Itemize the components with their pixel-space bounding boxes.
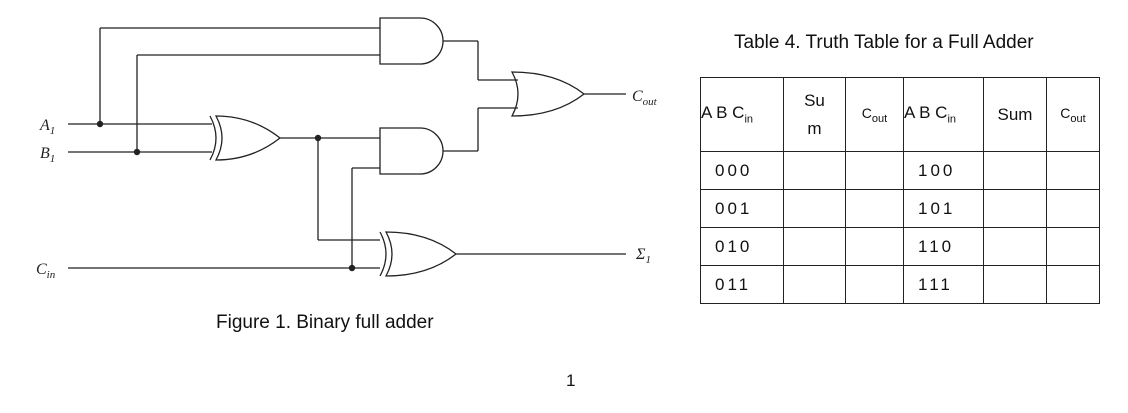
cell-input-right: 100 — [904, 152, 984, 190]
and-gate-top — [380, 18, 443, 64]
header-abc-right: A B $C_{in}$ — [904, 78, 984, 152]
cell-empty — [1047, 190, 1100, 228]
cell-empty — [846, 152, 904, 190]
label-b1: $B_1$ — [40, 145, 56, 165]
cell-empty — [984, 190, 1047, 228]
cell-empty — [846, 190, 904, 228]
or-gate — [512, 72, 584, 116]
cell-input-left: 001 — [701, 190, 784, 228]
label-cout: $C_{out}$ — [632, 88, 657, 108]
label-sum: $\Sigma_1$ — [636, 246, 652, 266]
cell-empty — [846, 228, 904, 266]
table-row — [701, 228, 1100, 266]
cell-empty — [1047, 152, 1100, 190]
header-sum-left: Su m — [784, 78, 846, 152]
table-header-row — [701, 78, 1100, 152]
xor-gate-1 — [210, 116, 216, 160]
cell-empty — [1047, 266, 1100, 304]
cell-input-left: 011 — [701, 266, 784, 304]
page-number: 1 — [566, 371, 576, 390]
table-row — [701, 152, 1100, 190]
junction-dot — [349, 265, 355, 271]
header-cout-left: $C_{out}$ — [846, 78, 904, 152]
label-cin: $C_{in}$ — [36, 261, 56, 281]
cell-input-left: 000 — [701, 152, 784, 190]
cell-empty — [1047, 228, 1100, 266]
cell-empty — [984, 266, 1047, 304]
cell-empty — [784, 266, 846, 304]
cell-input-right: 111 — [904, 266, 984, 304]
figure-caption: Figure 1. Binary full adder — [216, 312, 434, 333]
header-abc-left: A B $C_{in}$ — [701, 78, 784, 152]
cell-input-left: 010 — [701, 228, 784, 266]
cell-input-right: 101 — [904, 190, 984, 228]
cell-empty — [784, 228, 846, 266]
table-caption: Table 4. Truth Table for a Full Adder — [734, 32, 1034, 53]
header-sum-right: Sum — [984, 78, 1047, 152]
and-gate-bottom — [380, 128, 443, 174]
truth-table — [700, 77, 1100, 304]
cell-input-right: 110 — [904, 228, 984, 266]
table-row — [701, 190, 1100, 228]
header-cout-right: $C_{out}$ — [1047, 78, 1100, 152]
xor-gate-2 — [380, 232, 386, 276]
cell-empty — [846, 266, 904, 304]
junction-dot — [97, 121, 103, 127]
cell-empty — [984, 152, 1047, 190]
cell-empty — [984, 228, 1047, 266]
full-adder-circuit-diagram — [0, 0, 700, 310]
table-row — [701, 266, 1100, 304]
junction-dot — [134, 149, 140, 155]
cell-empty — [784, 190, 846, 228]
label-a1: $A_1$ — [40, 117, 56, 137]
junction-dot — [315, 135, 321, 141]
cell-empty — [784, 152, 846, 190]
